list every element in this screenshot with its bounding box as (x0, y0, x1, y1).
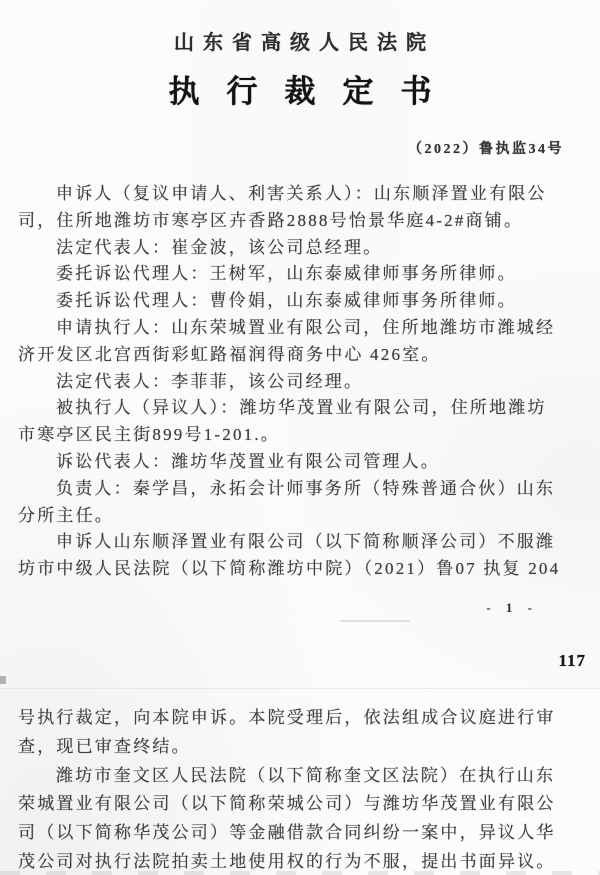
page2-body (18, 704, 594, 875)
body-line: 申请执行人：山东荣城置业有限公司，住所地潍坊市潍城经 (56, 317, 556, 337)
body-line: 委托诉讼代理人：王树军，山东泰威律师事务所律师。 (56, 264, 517, 284)
body-line: 被执行人（异议人）：潍坊华茂置业有限公司，住所地潍坊 (56, 398, 547, 418)
body-line: 号执行裁定，向本院申诉。本院受理后，依法组成合议庭进行审 (18, 708, 556, 727)
body-line: 查，现已审查终结。 (18, 736, 191, 756)
scan-edge-mark (0, 676, 6, 684)
body-line: 法定代表人：李菲菲，该公司经理。 (56, 371, 364, 391)
page-divider (0, 688, 600, 689)
case-number: （2022）鲁执监34号 (408, 142, 564, 157)
body-line: 坊市中级人民法院（以下简称潍坊中院）（2021）鲁07 执复 204 (18, 559, 561, 579)
scan-bottom-smudge (0, 871, 600, 875)
body-line: 荣城置业有限公司（以下简称荣城公司）与潍坊华茂置业有限公 (18, 794, 556, 814)
body-line: 诉讼代表人：潍坊华茂置业有限公司管理人。 (56, 451, 440, 471)
body-line: 委托诉讼代理人：曹伶娟，山东泰威律师事务所律师。 (56, 291, 517, 311)
body-line: 济开发区北宫西街彩虹路福润得商务中心 426室。 (18, 344, 441, 364)
document-title: 执行裁定书 (168, 74, 459, 109)
stamp-page-number: 117 (558, 651, 586, 670)
body-line: 潍坊市奎文区人民法院（以下简称奎文区法院）在执行山东 (56, 765, 556, 785)
page-number: - 1 - (486, 600, 538, 615)
body-line: 市寒亭区民主街899号1-201.。 (18, 425, 281, 445)
body-line: 申诉人山东顺泽置业有限公司（以下简称顺泽公司）不服潍 (56, 532, 556, 552)
body-line: 法定代表人：崔金波，该公司总经理。 (56, 237, 383, 257)
court-name: 山东省高级人民法院 (174, 32, 435, 54)
body-line: 分所主任。 (18, 505, 114, 525)
body-line: 申诉人（复议申请人、利害关系人）：山东顺泽置业有限公 (56, 184, 547, 203)
body-line: 司（以下简称华茂公司）等金融借款合同纠纷一案中，异议人华 (18, 823, 556, 843)
page1-body (18, 181, 594, 583)
scan-smudge (340, 620, 410, 622)
body-line: 负责人：秦学昌，永拓会计师事务所（特殊普通合伙）山东 (56, 478, 556, 498)
body-line: 茂公司对执行法院拍卖土地使用权的行为不服，提出书面异议。 (18, 851, 556, 871)
body-line: 司，住所地潍坊市寒亭区卉香路2888号怡景华庭4-2#商铺。 (18, 210, 524, 230)
